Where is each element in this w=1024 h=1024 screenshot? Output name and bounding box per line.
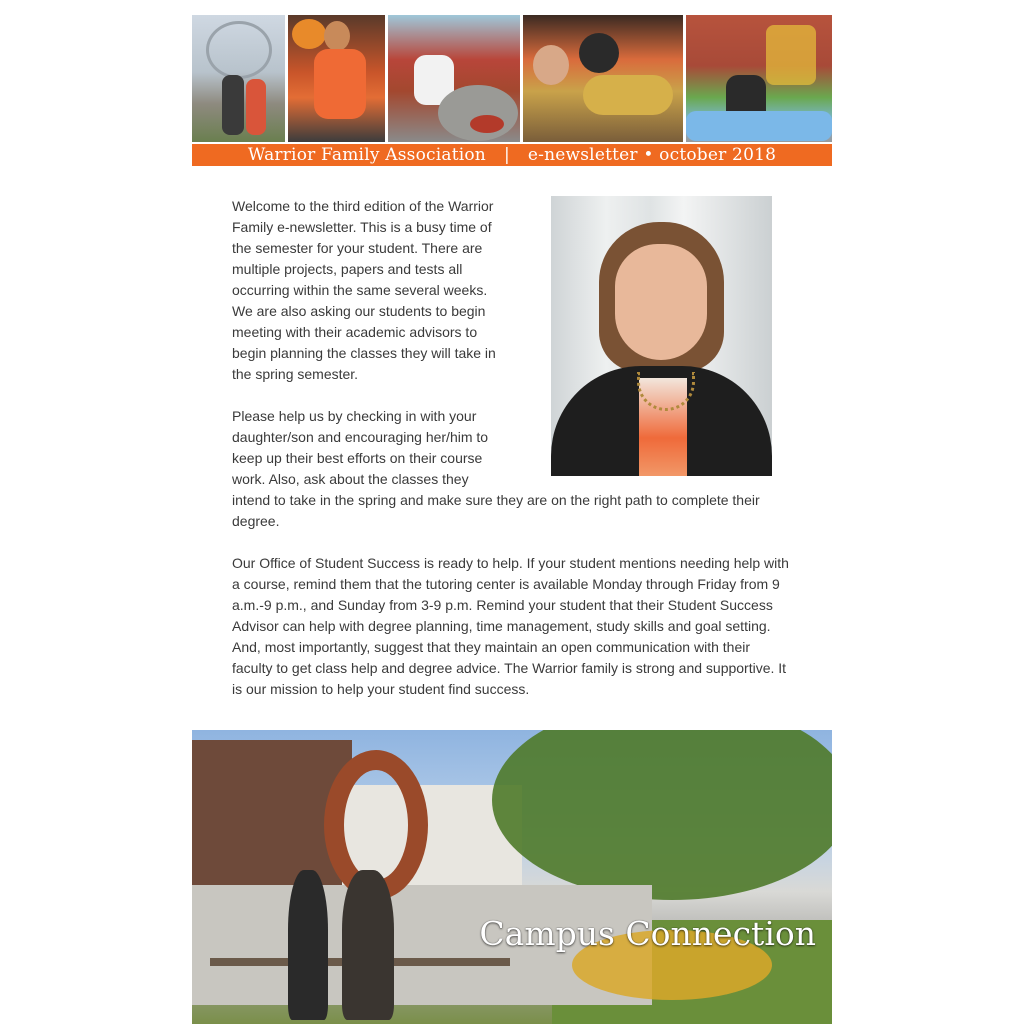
author-portrait [551,196,772,476]
newsletter [192,15,832,953]
banner-title-bar [192,144,832,166]
banner-photo-water-slide [686,15,832,142]
paragraph-help-request: Please help us by checking in with your daughter/son and encouraging her/him to keep up their best efforts on their course work. Also, ask about the classes they intend to take in the spring and make sure they are on the right path to complete their degree. [232,408,760,529]
paragraph-welcome: Welcome to the third edition of the Warrior Family e-newsletter. This is a busy time of the semester for your student. There are multiple projects, papers and tests all occurring within the same several weeks. We are also asking our students to begin meeting with their academic advisors to begin planning the classes they will take in the spring semester. [232,198,496,382]
campus-connection-image [192,730,832,1024]
banner-photo-globe-sculpture [192,15,285,142]
banner-photo-marching-band [523,15,683,142]
banner-photo-cheering-student [288,15,385,142]
banner-separator: | [503,145,510,165]
banner-edition: e-newsletter • october 2018 [527,145,777,165]
paragraph-student-success: Our Office of Student Success is ready to help. If your student mentions needing help with a course, remind them that the tutoring center is available Monday through Friday from 9 a.m.-9 p.m., and Sunday from 3-9 p.m. Remind your student that their Student Success Advisor can help with degree planning, time management, study skills and goal setting. And, most importantly, suggest that they maintain an open communication with their faculty to get class help and degree advice. The Warrior family is strong and supportive. It is our mission to help your student find success. [232,555,789,697]
campus-connection-title: Campus Connection [479,914,816,953]
banner-photo-strip [192,15,832,142]
header-banner [192,15,832,166]
newsletter-body [192,196,832,721]
banner-association-name: Warrior Family Association [247,145,486,165]
banner-photo-shark-statue [388,15,520,142]
